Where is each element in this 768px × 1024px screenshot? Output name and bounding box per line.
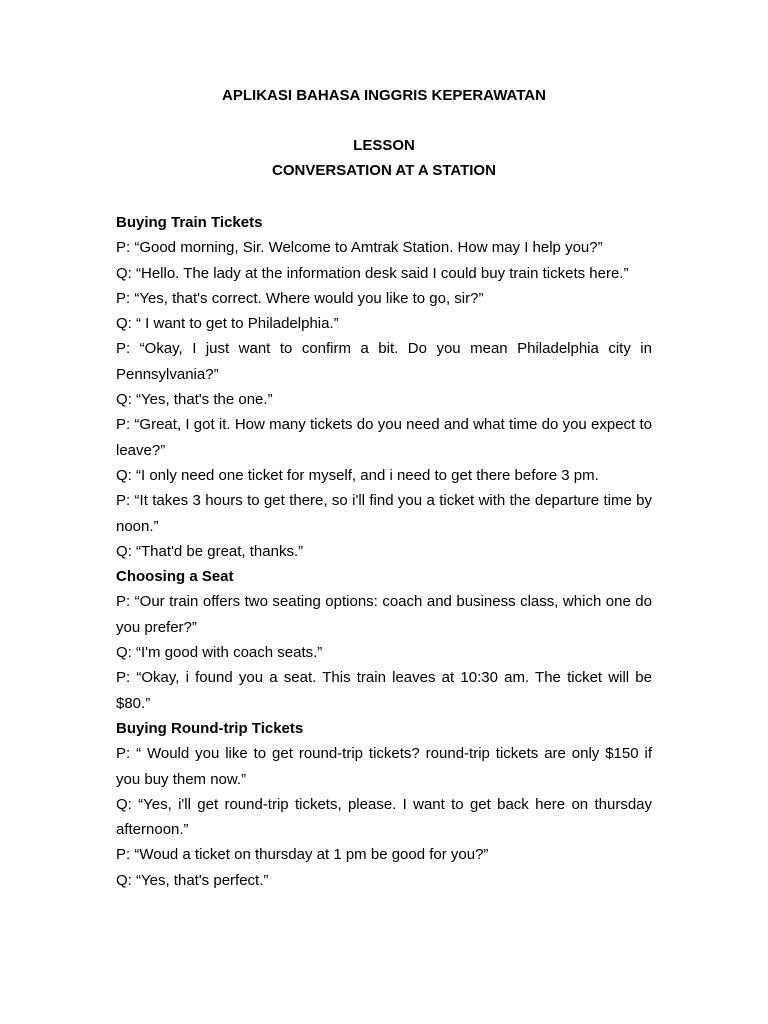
conversation-body (116, 210, 652, 893)
section-heading: Buying Round-trip Tickets (116, 719, 304, 737)
dialogue-line: Q: “Yes, i'll get round-trip tickets, please. I want to get back here on thursday afternoon.” (116, 795, 652, 839)
dialogue-line: Q: “ I want to get to Philadelphia.” (116, 315, 339, 333)
section-heading: Choosing a Seat (116, 568, 234, 586)
section-buying-round-trip-tickets (116, 716, 652, 893)
dialogue-line: Q: “I only need one ticket for myself, and i need to get there before 3 pm. (116, 466, 599, 484)
section-choosing-a-seat (116, 564, 652, 716)
dialogue-line: Q: “I'm good with coach seats.” (116, 644, 323, 662)
dialogue-line: P: “Okay, i found you a seat. This train leaves at 10:30 am. The ticket will be $80.” (116, 669, 652, 712)
document-title: APLIKASI BAHASA INGGRIS KEPERAWATAN (222, 87, 546, 104)
dialogue-line: P: “Great, I got it. How many tickets do you need and what time do you expect to leave?” (116, 416, 652, 459)
section-buying-train-tickets (116, 210, 652, 564)
dialogue-line: P: “Good morning, Sir. Welcome to Amtrak Station. How may I help you?” (116, 239, 603, 257)
lesson-title: CONVERSATION AT A STATION (272, 162, 496, 179)
dialogue-line: Q: “That'd be great, thanks.” (116, 542, 304, 560)
section-heading: Buying Train Tickets (116, 214, 263, 231)
dialogue-line: P: “Yes, that's correct. Where would you like to go, sir?” (116, 289, 484, 307)
dialogue-line: Q: “Hello. The lady at the information desk said I could buy train tickets here.” (116, 264, 629, 282)
dialogue-line: P: “ Would you like to get round-trip tickets? round-trip tickets are only $150 if you buy them now.” (116, 745, 652, 788)
dialogue-line: P: “Okay, I just want to confirm a bit. Do you mean Philadelphia city in Pennsylvania?” (116, 340, 652, 383)
dialogue-line: P: “It takes 3 hours to get there, so i'll find you a ticket with the departure time by noon.” (116, 492, 652, 535)
dialogue-line: Q: “Yes, that's perfect.” (116, 871, 269, 889)
lesson-label: LESSON (353, 137, 415, 154)
dialogue-line: P: “Woud a ticket on thursday at 1 pm be good for you?” (116, 846, 489, 864)
dialogue-line: P: “Our train offers two seating options: coach and business class, which one do you prefer?” (116, 593, 652, 636)
dialogue-line: Q: “Yes, that's the one.” (116, 391, 273, 409)
